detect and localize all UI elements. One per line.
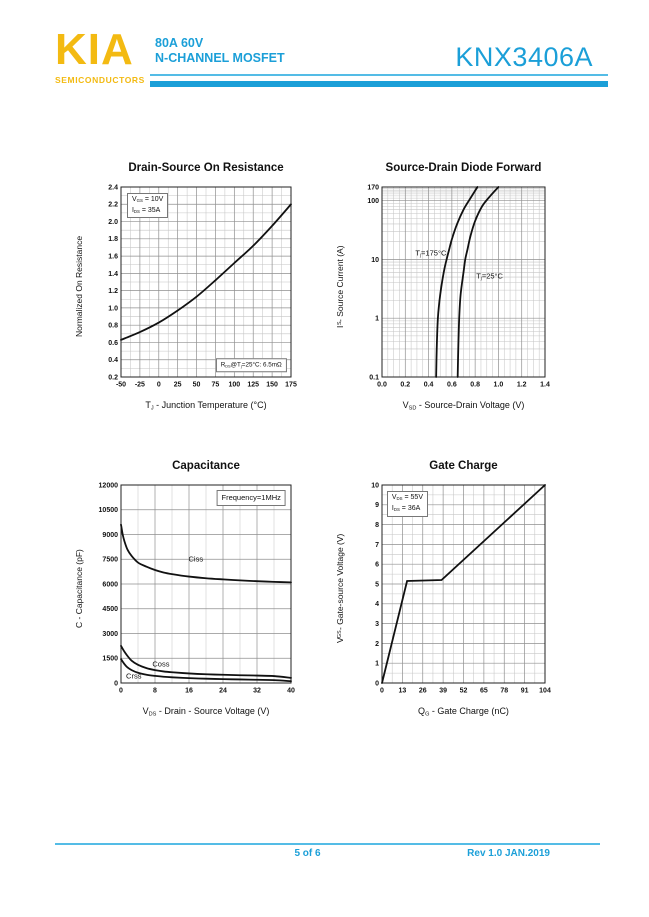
svg-text:2: 2 — [375, 640, 379, 648]
svg-text:4: 4 — [375, 601, 379, 609]
chart-canvas — [87, 477, 301, 700]
curve-label: $T_j=175^\circ C$ — [415, 247, 447, 258]
svg-text:7: 7 — [375, 541, 379, 549]
svg-text:1.4: 1.4 — [540, 381, 550, 389]
svg-text:0.2: 0.2 — [400, 381, 411, 389]
svg-text:104: 104 — [539, 687, 551, 695]
chart-gate-charge — [319, 460, 571, 718]
y-axis-label: V GS - Gate-source Voltage (V) — [335, 533, 345, 644]
logo-text: KIA — [55, 25, 134, 74]
svg-text:175: 175 — [285, 381, 297, 389]
svg-text:-25: -25 — [134, 381, 145, 389]
svg-text:100: 100 — [367, 197, 379, 205]
svg-text:150: 150 — [266, 381, 278, 389]
svg-text:75: 75 — [211, 381, 220, 389]
svg-text:9000: 9000 — [102, 531, 118, 539]
device-subtitle — [155, 36, 285, 67]
axis-tick-labels — [99, 482, 295, 694]
chart-canvas — [348, 477, 555, 700]
svg-text:1.4: 1.4 — [108, 270, 118, 278]
svg-text:25: 25 — [173, 381, 182, 389]
kia-logo — [55, 25, 145, 85]
svg-text:39: 39 — [439, 687, 448, 695]
chart-capacitance — [58, 460, 310, 718]
svg-text:65: 65 — [479, 687, 488, 695]
svg-text:16: 16 — [185, 687, 193, 695]
svg-text:0: 0 — [114, 680, 118, 688]
svg-text:1.8: 1.8 — [108, 236, 118, 244]
curve-label: Ciss — [188, 554, 204, 564]
header-rule-thin — [150, 74, 608, 76]
svg-text:125: 125 — [247, 381, 260, 389]
svg-text:1500: 1500 — [102, 655, 118, 663]
svg-text:91: 91 — [520, 687, 529, 695]
y-axis-label: Normalized On Resistance — [74, 235, 84, 338]
svg-text:6000: 6000 — [102, 581, 118, 589]
chart-drain-source-on-resistance — [58, 162, 310, 412]
svg-text:0.6: 0.6 — [446, 381, 457, 389]
svg-text:0: 0 — [380, 687, 384, 695]
svg-text:5: 5 — [375, 581, 379, 589]
device-type: N-CHANNEL MOSFET — [155, 51, 285, 66]
curve-tj-175c — [436, 187, 477, 377]
svg-text:0.1: 0.1 — [369, 374, 379, 382]
y-axis-label: I S - Source Current (A) — [335, 245, 345, 328]
curve-label: Crss — [126, 671, 142, 681]
plot-annotation: $V_{DS} = 55V$ $I_{DS} = 36A$ — [387, 491, 428, 517]
curve-label: $T_j=25^\circ C$ — [476, 271, 503, 281]
svg-text:1: 1 — [375, 660, 379, 668]
svg-text:170: 170 — [367, 184, 379, 192]
plot-annotation: $V_{GS} = 10V$ $I_{DS} = 35A$ — [127, 193, 168, 219]
svg-text:1.0: 1.0 — [493, 381, 504, 389]
svg-text:0.0: 0.0 — [377, 381, 387, 389]
svg-text:1.6: 1.6 — [108, 253, 118, 261]
svg-text:1.2: 1.2 — [516, 381, 527, 389]
x-axis-label: $V_{SD}$ - Source-Drain Voltage (V) — [402, 400, 525, 412]
footer-rule — [55, 843, 600, 845]
svg-text:78: 78 — [500, 687, 509, 695]
logo-subtext: SEMICONDUCTORS — [55, 75, 145, 85]
x-axis-label: $T_J$ - Junction Temperature (°C) — [145, 400, 267, 412]
svg-text:1: 1 — [375, 315, 379, 323]
svg-text:40: 40 — [287, 687, 295, 695]
svg-text:52: 52 — [459, 687, 468, 695]
plot-annotation: Frequency=1MHz — [216, 490, 285, 506]
chart-title: Gate Charge — [429, 460, 498, 472]
curve-label: Coss — [152, 659, 170, 669]
svg-text:8: 8 — [153, 687, 157, 695]
svg-text:10: 10 — [371, 482, 379, 490]
svg-text:-50: -50 — [115, 381, 127, 389]
svg-text:0.4: 0.4 — [108, 357, 118, 365]
page-number: 5 of 6 — [294, 848, 321, 859]
svg-text:9: 9 — [375, 502, 379, 510]
chart-title: Drain-Source On Resistance — [128, 162, 284, 174]
svg-text:12000: 12000 — [98, 482, 118, 490]
y-axis-label: C - Capacitance (pF) — [74, 549, 84, 628]
plot-annotation: $R_{DS}@T_j=25^\circ C$: 6.5mΩ — [216, 359, 287, 373]
x-axis-label: $Q_G$ - Gate Charge (nC) — [418, 706, 509, 718]
svg-text:0.8: 0.8 — [108, 322, 118, 330]
device-rating: 80A 60V — [155, 36, 204, 50]
svg-text:0.2: 0.2 — [108, 374, 118, 382]
chart-body — [58, 179, 310, 394]
chart-title: Capacitance — [172, 460, 240, 472]
svg-text:0.4: 0.4 — [423, 381, 434, 389]
plot-area — [348, 477, 555, 700]
svg-text:6: 6 — [375, 561, 379, 569]
plot-area — [87, 477, 301, 700]
chart-body — [58, 477, 310, 700]
header-rule-thick — [150, 81, 608, 87]
svg-text:3000: 3000 — [102, 630, 118, 638]
chart-title: Source-Drain Diode Forward — [385, 162, 542, 174]
svg-text:2.0: 2.0 — [108, 218, 118, 226]
svg-text:1.2: 1.2 — [108, 288, 118, 296]
part-number: KNX3406A — [455, 42, 593, 72]
chart-body — [319, 179, 571, 394]
svg-text:0: 0 — [156, 381, 161, 389]
svg-text:10500: 10500 — [98, 507, 118, 515]
plot-area — [348, 179, 555, 394]
plot-area — [87, 179, 301, 394]
svg-text:3: 3 — [375, 621, 379, 628]
svg-text:13: 13 — [398, 687, 407, 695]
chart-body — [319, 477, 571, 700]
svg-text:2.4: 2.4 — [108, 184, 118, 192]
chart-canvas — [348, 179, 555, 394]
svg-text:0.6: 0.6 — [108, 339, 118, 347]
curve-tj-25c — [458, 187, 499, 377]
svg-text:24: 24 — [219, 687, 227, 695]
svg-text:7500: 7500 — [102, 556, 118, 564]
svg-text:100: 100 — [228, 381, 241, 389]
grid-minor-lines — [382, 187, 545, 377]
svg-text:0: 0 — [375, 680, 379, 688]
revision-label: Rev 1.0 JAN.2019 — [467, 848, 550, 859]
svg-text:32: 32 — [253, 687, 261, 695]
svg-text:4500: 4500 — [102, 606, 118, 614]
svg-text:8: 8 — [375, 522, 379, 529]
svg-text:2.2: 2.2 — [108, 201, 118, 209]
svg-text:1.0: 1.0 — [108, 305, 118, 313]
x-axis-label: $V_{DS}$ - Drain - Source Voltage (V) — [142, 706, 270, 718]
svg-text:26: 26 — [418, 687, 427, 695]
svg-text:50: 50 — [192, 381, 201, 389]
svg-text:10: 10 — [371, 256, 379, 264]
svg-text:0.8: 0.8 — [470, 381, 481, 389]
svg-text:0: 0 — [119, 687, 123, 695]
chart-source-drain-diode-forward — [319, 162, 571, 412]
